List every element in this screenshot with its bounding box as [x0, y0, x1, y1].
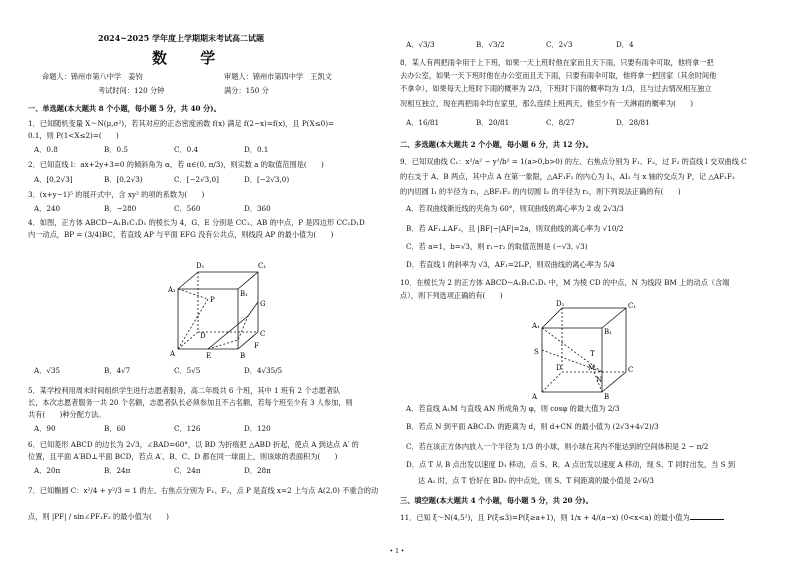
fig4-label-a1: A₁ [168, 286, 176, 294]
q9-option-b[interactable]: B．若 AF₁⊥AF₂，且 |BF|−|AF|=2a，则双曲线的离心率为 √10/2 [406, 224, 624, 233]
fig10-label-c1: C₁ [628, 302, 637, 310]
q4-options [34, 366, 314, 375]
fig4-label-d1: D₁ [196, 262, 205, 270]
q3-option-a[interactable]: A．240 [34, 204, 61, 213]
fig10-label-d1: D₁ [556, 300, 565, 308]
q8-option-d[interactable]: D．28/81 [616, 118, 650, 127]
fig10-label-m: M [588, 364, 596, 372]
fig10-label-t: T [590, 350, 595, 358]
reviewer: 审题人：锦州市第四中学 王凯文 [224, 72, 332, 81]
fig4-label-c1: C₁ [258, 262, 267, 270]
q3-option-c[interactable]: C．560 [174, 204, 201, 213]
q1-option-b[interactable]: B．0.5 [104, 145, 128, 154]
q10-option-d-line1[interactable]: D．点 T 从 B 点出发以速度 D₁ 移动，点 S、R、A 点出发以速度 A 移动，现 S、T 同时出发，当 S 到 [406, 460, 736, 469]
q4-line2: 内一动点，BP = (3/4)BC，若直线 AP 与平面 EFG 没有公共点，则线段 AP 的最小值为( ) [28, 230, 334, 239]
q7-option-a[interactable]: A．√3/3 [406, 40, 435, 49]
q5-line3: 共有( )种分配方法。 [28, 410, 106, 419]
q5-option-d[interactable]: D．120 [244, 424, 271, 433]
q6-option-a[interactable]: A．20π [34, 466, 61, 475]
q6-line1: 6．已知菱形 ABCD 的边长为 2√3，∠BAD=60°，以 BD 为折痕把 △ABD 折起，使点 A 到达点 A′ 的 [28, 440, 359, 449]
q6-option-c[interactable]: C．24π [174, 466, 201, 475]
q8-line2: 去办公室，如果一天下班时他在办公室而且天下雨，只要有雨伞可取，他将拿一把回家（其余时间他 [400, 71, 717, 80]
fig4-label-e: E [206, 352, 212, 360]
q8-option-a[interactable]: A．16/81 [406, 118, 440, 127]
fig4-label-c: C [260, 330, 266, 338]
q1-line1: 1．已知随机变量 X～N(μ,σ²)，若其对应的正态密度函数 f(x) 满足 f(2−x)=f(x)，且 P(X≤0)= [28, 119, 335, 128]
fig10-label-a: A [532, 393, 538, 400]
fig10-label-d: D [556, 364, 562, 372]
q9-line2: 的右支于 A、B 两点，其中点 A 在第一象限，△AF₁F₂ 的内心为 I₁，AI₁ 与 x 轴的交点为 P，记 △AF₁F₂ [400, 172, 735, 181]
q2-option-a[interactable]: A．[0,2√3] [34, 175, 73, 184]
q10-option-d-line2: 达 A₁ 时，点 T 恰好在 BD₁ 的中点处，则 S、T 间距离的最小值是 2√6/3 [418, 476, 654, 485]
q1-option-c[interactable]: C．0.4 [174, 145, 199, 154]
exam-score: 满分：150 分 [224, 86, 269, 95]
q7-line1: 7．已知椭圆 C：x²/4 + y²/3 = 1 的左、右焦点分别为 F₁、F₂，点 P 是直线 x=2 上与点 A(2,0) 不重合的动 [28, 486, 379, 495]
exam-title: 2024~2025 学年度上学期期末考试高二试题 [98, 33, 265, 43]
q4-cube-figure [168, 244, 278, 360]
q9-option-c[interactable]: C．若 a=1，b=√3，则 r₁−r₂ 的取值范围是 (−√3, √3) [406, 242, 588, 251]
q4-line1: 4．如图，正方体 ABCD−A₁B₁C₁D₁ 的棱长为 4，G、E 分别是 CC₁、AB 的中点，P 是四边形 CC₁D₁D [28, 218, 365, 227]
q5-line1: 5．某学校利用周末时间组织学生进行志愿者服务，高二年级共 6 个班，其中 1 班有 2 个志愿者队 [28, 386, 341, 395]
fig10-label-n: N [596, 376, 603, 384]
q9-option-a[interactable]: A．若双曲线渐近线的夹角为 60°，则双曲线的离心率为 2 或 2√3/3 [406, 204, 624, 213]
q2-option-d[interactable]: D．[−2√3,0) [244, 175, 290, 184]
proposer: 命题人：锦州市第八中学 姜钧 [42, 72, 143, 81]
page-number: • 1 • [389, 548, 405, 555]
q10-option-b[interactable]: B．若点 N 到平面 ABC₁D₁ 的距离为 d，则 d+CN 的最小值为 (2√3+4√2)/3 [406, 422, 659, 431]
q6-options [34, 466, 314, 475]
q7-line2: 点，则 |PF| / sin∠PF₁F₂ 的最小值为( ) [28, 512, 169, 521]
q3-option-b[interactable]: B．−280 [104, 204, 137, 213]
q5-line2: 长，本次志愿者服务一共 20 个名额，志愿者队长必须参加且不占名额，若每个班至少有 3 人参加，则 [28, 398, 353, 407]
q10-option-a[interactable]: A．若直线 A₁M 与直线 AN 所成角为 φ，则 cosφ 的最大值为 2/3 [406, 404, 620, 413]
q4-option-d[interactable]: D．4√35/5 [244, 366, 283, 375]
fig4-label-b1: B₁ [240, 290, 248, 298]
q1-option-a[interactable]: A．0.8 [34, 145, 58, 154]
fig4-label-g: G [260, 300, 266, 308]
q5-option-c[interactable]: C．126 [174, 424, 201, 433]
q3-stem: 3．(x+y−1)⁵ 的展开式中，含 xy² 的项的系数为( ) [28, 190, 205, 199]
q10-line1: 10．在棱长为 2 的正方体 ABCD−A₁B₁C₁D₁ 中，M 为棱 CD 的中点，N 为线段 BM 上的动点（含端 [400, 278, 730, 287]
fig10-label-s: S [534, 348, 539, 356]
q5-options [34, 424, 314, 433]
q7-option-d[interactable]: D．4 [616, 40, 634, 49]
fig4-label-f: F [254, 342, 259, 350]
q9-line3: 的内切圆 I₁ 的半径为 r₁，△BF₁F₂ 的内切圆 I₂ 的半径为 r₂，则下列说法正确的有( ) [400, 187, 681, 196]
q7-option-c[interactable]: C．2√3 [546, 40, 573, 49]
section-single-choice: 一、单选题(本大题共 8 个小题，每小题 5 分，共 40 分)。 [28, 104, 221, 113]
q6-option-d[interactable]: D．28π [244, 466, 271, 475]
q2-option-c[interactable]: C．[−2√3,0] [174, 175, 219, 184]
fig10-label-b: B [604, 393, 610, 400]
subject-title: 数 学 [152, 49, 230, 67]
q2-option-b[interactable]: B．[0,2√3) [104, 175, 143, 184]
q8-line3: 不拿伞），如果每天上班时下雨的概率为 2/3，下班时下雨的概率均为 1/3，且与过去情况相互独立 [400, 84, 712, 93]
q4-option-b[interactable]: B．4√7 [104, 366, 131, 375]
fig4-label-b: B [240, 352, 246, 360]
q11-text: 11．已知 ξ～N(4,5²)，且 P(ξ≤3)=P(ξ≥a+1)，则 1/x + 4/(a−x) (0<x<a) 的最小值为 [400, 513, 690, 522]
exam-time: 考试时间：120 分钟 [98, 86, 165, 95]
q8-line4: 况相互独立，现在两把雨伞均在家里，那么连续上班两天，他至少有一天淋雨的概率为( ) [400, 99, 694, 108]
q5-option-b[interactable]: B．60 [104, 424, 126, 433]
q6-option-b[interactable]: B．24π [104, 466, 131, 475]
fig4-label-a: A [170, 350, 176, 358]
q1-line2: 0.1，则 P(1<X≤2)=( ) [28, 131, 119, 140]
q1-option-d[interactable]: D．0.1 [244, 145, 269, 154]
section-fill-blank: 三、填空题(本大题共 4 个小题，每小题 5 分，共 20 分)。 [400, 496, 593, 505]
q1-options [34, 145, 314, 154]
q8-line1: 8．某人有两把雨伞用于上下班，如果一天上班时他在家而且天下雨，只要有雨伞可取，他将拿一把 [400, 58, 714, 67]
fig10-label-c: C [628, 366, 634, 374]
q11-stem [400, 513, 724, 522]
q8-option-b[interactable]: B．20/81 [476, 118, 510, 127]
q7-option-b[interactable]: B．√3/2 [476, 40, 505, 49]
q8-options [406, 118, 686, 127]
q6-line2: 位置，且平面 A′BD⊥平面 BCD，若点 A′、B、C、D 都在同一球面上，则该球的表面积为( ) [28, 452, 338, 461]
q4-option-a[interactable]: A．√35 [34, 366, 61, 375]
q2-options [34, 175, 314, 184]
q8-option-c[interactable]: C．8/27 [546, 118, 575, 127]
q9-line1: 9．已知双曲线 C₁：x²/a² − y²/b² = 1(a>0,b>0) 的左、右焦点分别为 F₁、F₂，过 F₂ 的直线 l 交双曲线 C [400, 157, 747, 166]
section-multi-choice: 二、多选题(本大题共 2 个小题，每小题 6 分，共 12 分)。 [400, 140, 593, 149]
q10-cube-figure [530, 300, 650, 400]
fig4-label-d: D [200, 332, 206, 340]
q9-option-d[interactable]: D．若直线 l 的斜率为 √3，AF₁=2IₓP，则双曲线的离心率为 5/4 [406, 260, 615, 269]
fig10-label-a1: A₁ [532, 322, 540, 330]
q5-option-a[interactable]: A．90 [34, 424, 56, 433]
q3-option-d[interactable]: D．360 [244, 204, 271, 213]
q3-options [34, 204, 314, 213]
q10-option-c[interactable]: C．若在该正方体内放入一个半径为 1/3 的小球，则小球在其内不能达到的空间体积是 2 − π/2 [406, 442, 709, 451]
q11-answer-blank[interactable] [690, 513, 724, 520]
fig4-label-p: P [210, 296, 215, 304]
fig10-label-b1: B₁ [604, 328, 612, 336]
q7-options [406, 40, 686, 49]
q4-option-c[interactable]: C．5√5 [174, 366, 201, 375]
q2-stem: 2．已知直线 l：ax+2y+3=0 的倾斜角为 α，若 α∈(0, π/3)，则实数 a 的取值范围是( ) [28, 160, 324, 169]
q10-line2: 点），则下列选项正确的有( ) [400, 291, 503, 300]
